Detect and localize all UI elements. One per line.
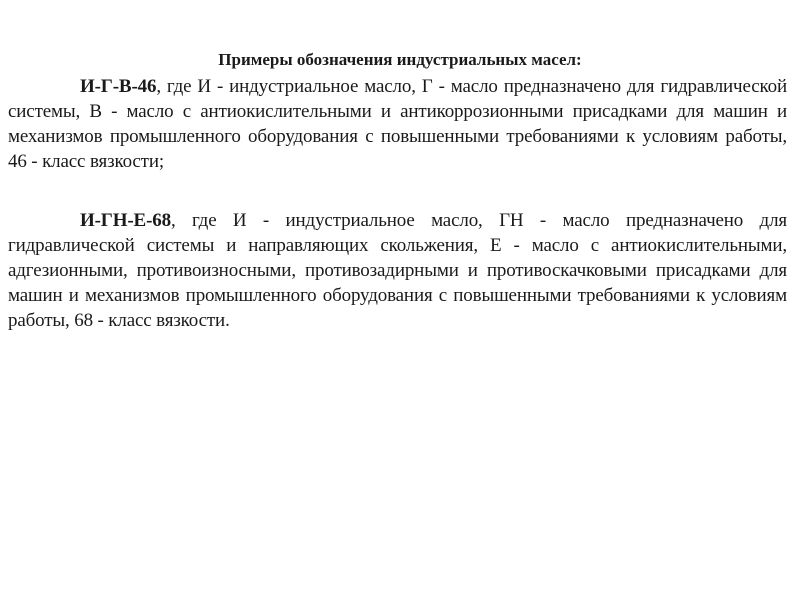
oil-description-1: , где И - индустриальное масло, Г - масло предназначено для гидравлической системы, В - масло с антиокислительными и антикоррозионными присадками для машин и механизмов промышленного оборудования с повышенными требованиями к условиям работы, 46 - класс вязкости; [8,76,787,172]
oil-code-2: И-ГН-Е-68 [80,210,171,231]
paragraph-oil-designation-1 [8,74,787,174]
document-title: Примеры обозначения индустриальных масел: [218,50,582,69]
oil-code-1: И-Г-В-46 [80,76,157,97]
oil-description-2: , где И - индустриальное масло, ГН - масло предназначено для гидравлической системы и направляющих скольжения, Е - масло с антиокислительными, адгезионными, противоизносными, противозадирными и противоскачковыми присадками для машин и механизмов промышленного оборудования с повышенными требованиями к условиям работы, 68 - класс вязкости. [8,210,787,331]
paragraph-oil-designation-2 [8,208,787,333]
